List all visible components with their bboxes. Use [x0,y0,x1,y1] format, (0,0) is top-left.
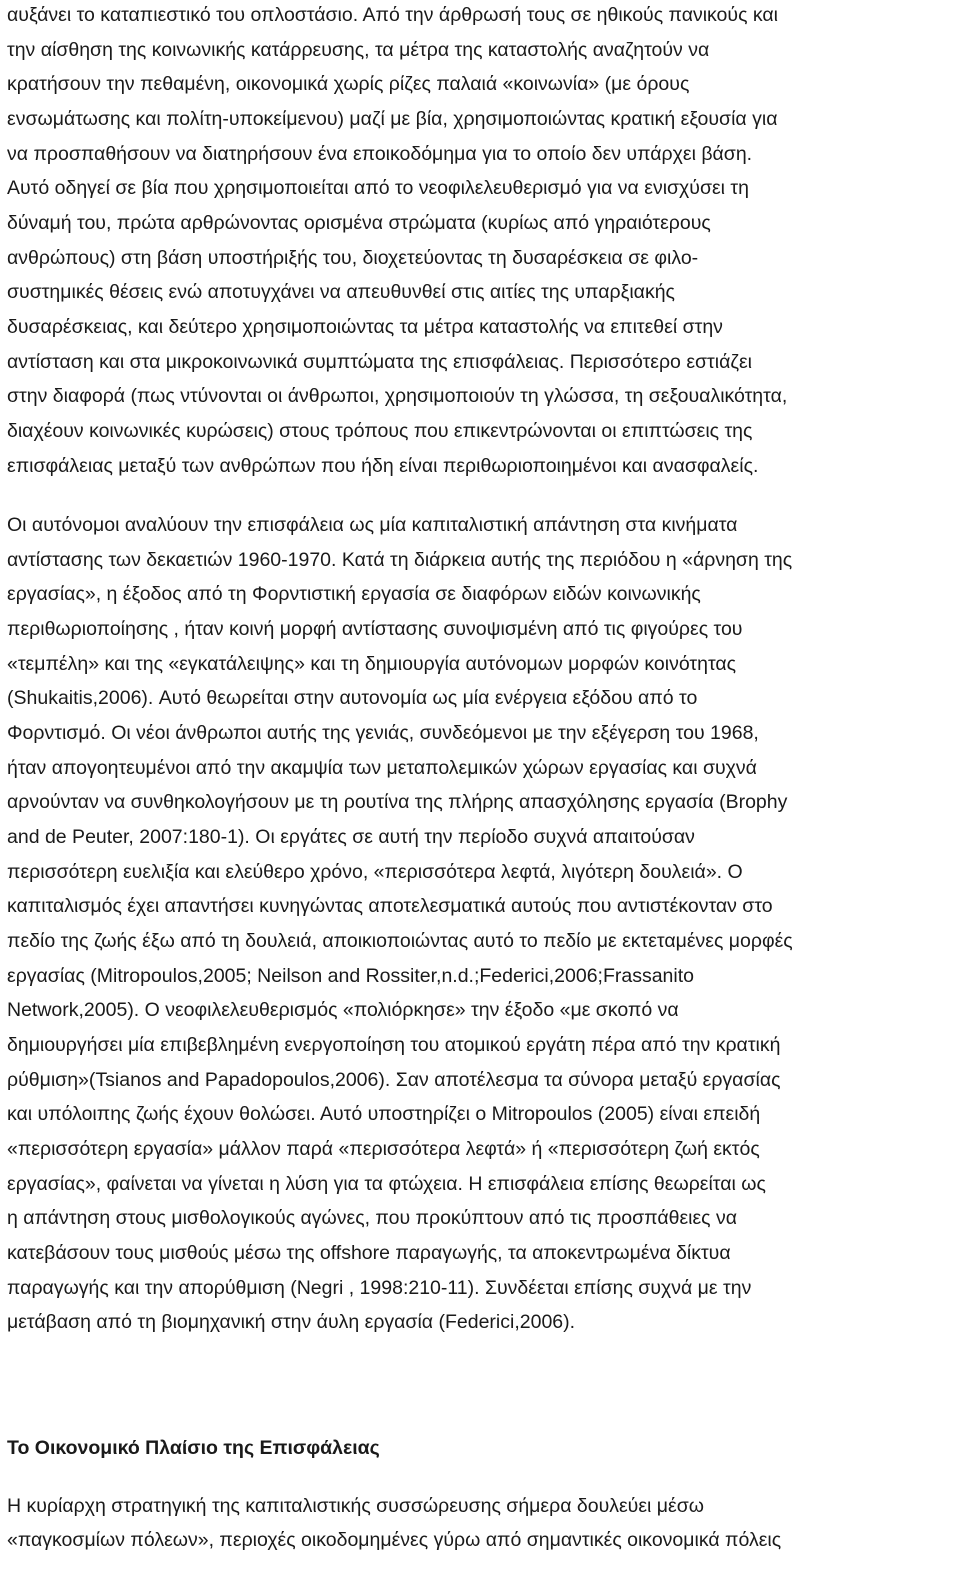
paragraph-1-line: αυξάνει το καταπιεστικό του οπλοστάσιο. Από την άρθρωσή τους σε ηθικούς πανικούς και [7,4,779,26]
paragraph-2-line: εργασίας», η έξοδος από τη Φορντιστική εργασία σε διαφόρων ειδών κοινωνικής [7,583,701,605]
paragraph-2-line: αρνούνταν να συνθηκολογήσουν με τη ρουτίνα της πλήρης απασχόλησης εργασία (Brophy [7,791,788,813]
paragraph-1-line: την αίσθηση της κοινωνικής κατάρρευσης, τα μέτρα της καταστολής αναζητούν να [7,39,710,61]
paragraph-2-line: καπιταλισμός έχει απαντήσει κυνηγώντας αποτελεσματικά αυτούς που αντιστέκονταν στο [7,895,773,917]
paragraph-1-line: συστημικές θέσεις ενώ αποτυγχάνει να απευθυνθεί στις αιτίες της υπαρξιακής [7,281,675,303]
paragraph-2-line: περισσότερη ευελιξία και ελεύθερο χρόνο, «περισσότερα λεφτά, λιγότερη δουλειά». Ο [7,861,743,883]
paragraph-2-line: «περισσότερη εργασία» μάλλον παρά «περισσότερα λεφτά» ή «περισσότερη ζωή εκτός [7,1138,760,1160]
paragraph-2-line: και υπόλοιπης ζωής έχουν θολώσει. Αυτό υποστηρίζει ο Mitropoulos (2005) είναι επειδή [7,1103,761,1125]
paragraph-1-line: να προσπαθήσουν να διατηρήσουν ένα εποικοδόμημα για το οποίο δεν υπάρχει βάση. [7,143,753,165]
paragraph-2-line: αντίστασης των δεκαετιών 1960-1970. Κατά τη διάρκεια αυτής της περιόδου η «άρνηση της [7,549,793,571]
paragraph-1-line: δύναμή του, πρώτα αρθρώνοντας ορισμένα στρώματα (κυρίως από γηραιότερους [7,212,711,234]
paragraph-2-line: μετάβαση από τη βιομηχανική στην άυλη εργασία (Federici,2006). [7,1311,576,1333]
paragraph-1-line: ανθρώπους) στη βάση υποστήριξής του, διοχετεύοντας τη δυσαρέσκεια σε φιλο- [7,247,699,269]
paragraph-2-line: Οι αυτόνομοι αναλύουν την επισφάλεια ως μία καπιταλιστική απάντηση στα κινήματα [7,514,738,536]
paragraph-2-line: εργασίας», φαίνεται να γίνεται η λύση για τα φτώχεια. Η επισφάλεια επίσης θεωρείται ως [7,1173,766,1195]
paragraph-1-line: κρατήσουν την πεθαμένη, οικονομικά χωρίς ρίζες παλαιά «κοινωνία» (με όρους [7,73,690,95]
paragraph-1-line: Αυτό οδηγεί σε βία που χρησιμοποιείται από το νεοφιλελευθερισμό για να ενισχύσει τη [7,177,749,199]
paragraph-2-line: περιθωριοποίησης , ήταν κοινή μορφή αντίστασης συνοψισμένη από τις φιγούρες του [7,618,743,640]
paragraph-1-line: στην διαφορά (πως ντύνονται οι άνθρωποι, χρησιμοποιούν τη γλώσσα, τη σεξουαλικότητα, [7,385,788,407]
section-heading: Το Οικονομικό Πλαίσιο της Επισφάλειας [7,1437,380,1459]
paragraph-2-line: ήταν απογοητευμένοι από την ακαμψία των μεταπολεμικών χώρων εργασίας και συχνά [7,757,757,779]
paragraph-2-line: Φορντισμό. Οι νέοι άνθρωποι αυτής της γενιάς, συνδεόμενοι με την εξέγερση του 1968, [7,722,759,744]
paragraph-3-line: «παγκοσμίων πόλεων», περιοχές οικοδομημένες γύρω από σημαντικές οικονομικά πόλεις [7,1529,782,1551]
paragraph-2-line: κατεβάσουν τους μισθούς μέσω της offshore παραγωγής, τα αποκεντρωμένα δίκτυα [7,1242,731,1264]
paragraph-2-line: (Shukaitis,2006). Αυτό θεωρείται στην αυτονομία ως μία ενέργεια εξόδου από το [7,687,698,709]
paragraph-2-line: «τεμπέλη» και της «εγκατάλειψης» και τη δημιουργία αυτόνομων μορφών κοινότητας [7,653,737,675]
paragraph-2-line: δημιουργήσει μία επιβεβλημένη ενεργοποίηση του ατομικού εργάτη πέρα από την κρατική [7,1034,781,1056]
paragraph-2-line: Network,2005). Ο νεοφιλελευθερισμός «πολιόρκησε» την έξοδο «με σκοπό να [7,999,679,1021]
paragraph-2-line: ρύθμιση»(Tsianos and Papadopoulos,2006). Σαν αποτέλεσμα τα σύνορα μεταξύ εργασίας [7,1069,781,1091]
paragraph-1-line: διαχέουν κοινωνικές κυρώσεις) στους τρόπους που επικεντρώνονται οι επιπτώσεις της [7,420,753,442]
paragraph-1-line: ενσωμάτωσης και πολίτη-υποκείμενου) μαζί με βία, χρησιμοποιώντας κρατική εξουσία για [7,108,778,130]
paragraph-1-line: αντίσταση και στα μικροκοινωνικά συμπτώματα της επισφάλειας. Περισσότερο εστιάζει [7,351,752,373]
paragraph-1-line: δυσαρέσκειας, και δεύτερο χρησιμοποιώντας τα μέτρα καταστολής να επιτεθεί στην [7,316,723,338]
paragraph-3-line: Η κυρίαρχη στρατηγική της καπιταλιστικής συσσώρευσης σήμερα δουλεύει μέσω [7,1495,704,1517]
paragraph-2-line: πεδίο της ζωής έξω από τη δουλειά, αποικιοποιώντας αυτό το πεδίο με εκτεταμένες μορφές [7,930,793,952]
paragraph-2-line: η απάντηση στους μισθολογικούς αγώνες, που προκύπτουν από τις προσπάθειες να [7,1207,738,1229]
paragraph-1-line: επισφάλειας μεταξύ των ανθρώπων που ήδη είναι περιθωριοποιημένοι και ανασφαλείς. [7,455,759,477]
paragraph-2-line: παραγωγής και την απορύθμιση (Negri , 1998:210-11). Συνδέεται επίσης συχνά με την [7,1277,752,1299]
paragraph-2-line: εργασίας (Mitropoulos,2005; Neilson and Rossiter,n.d.;Federici,2006;Frassanito [7,965,694,987]
paragraph-2-line: and de Peuter, 2007:180-1). Οι εργάτες σε αυτή την περίοδο συχνά απαιτούσαν [7,826,695,848]
